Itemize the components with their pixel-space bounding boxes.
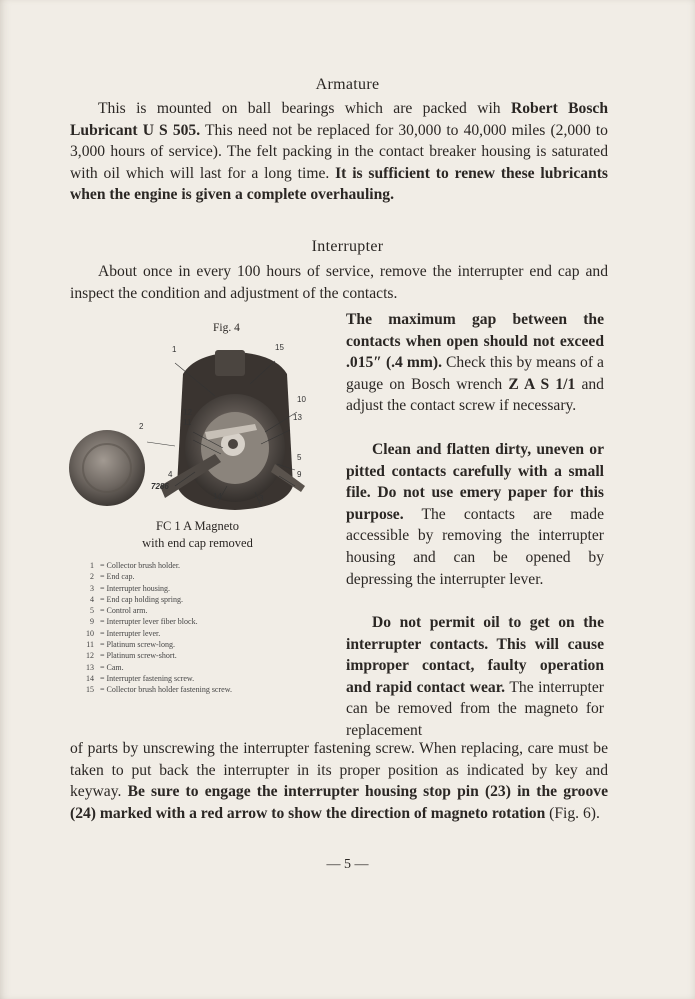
- callout-15: 15: [275, 343, 284, 352]
- callout-14: 14: [213, 492, 222, 501]
- callout-1: 1: [172, 345, 177, 354]
- figure-label: Fig. 4: [213, 322, 240, 334]
- legend-row: 3 = Interrupter housing.: [90, 583, 171, 593]
- figure-4: [65, 322, 345, 722]
- magneto-body-photo: [160, 350, 305, 510]
- callout-2: 2: [139, 422, 144, 431]
- legend-row: 5 = Control arm.: [90, 606, 148, 616]
- magneto-photo: [65, 336, 335, 536]
- figure-caption-title: FC 1 A Magneto: [156, 519, 239, 533]
- callout-13: 13: [293, 413, 302, 422]
- legend-row: 9 = Interrupter lever fiber block.: [90, 617, 198, 627]
- legend-row: 11 = Platinum screw-long.: [86, 640, 175, 650]
- legend-row: 10 = Interrupter lever.: [86, 628, 161, 638]
- legend-row: 13 = Cam.: [86, 662, 124, 672]
- interrupter-intro: About once in every 100 hours of service, remove the interrupter end cap and inspect the condition and adjustment of the contacts.: [70, 263, 608, 302]
- page-number: — 5 —: [326, 857, 369, 872]
- callout-12: 12: [183, 408, 192, 417]
- photo-plate-number: 7286: [151, 482, 169, 491]
- armature-paragraph: This is mounted on ball bearings which are packed wih Robert Bosch Lubricant U S 505. This need not be replaced for 30,000 to 40,000 miles (2,000 to 3,000 hours of service). The felt packing in the contact breaker housing is saturated with oil which will last for a long time. It is sufficient to renew these lubricants when the engine is given a complete overhauling.: [70, 100, 609, 204]
- figure-legend: [79, 560, 339, 696]
- callout-4: 4: [168, 470, 173, 479]
- end-cap-photo: [69, 430, 145, 506]
- legend-row: 4 = End cap holding spring.: [90, 594, 183, 604]
- interrupter-clean-paragraph: Clean and flatten dirty, uneven or pitted contacts carefully with a small file. Do not use emery paper for this purpose. The contacts are made accessible by removing the interrupter housing and can be opened by depressing the interrupter lever.: [346, 441, 604, 588]
- callout-9: 9: [297, 470, 302, 479]
- legend-row: 12 = Platinum screw-short.: [86, 651, 177, 661]
- legend-row: 15 = Collector brush holder fastening screw.: [86, 685, 232, 695]
- callout-5: 5: [297, 453, 302, 462]
- interrupter-heading: Interrupter: [311, 238, 384, 255]
- legend-row: 2 = End cap.: [90, 572, 135, 582]
- interrupter-removal-paragraph: of parts by unscrewing the interrupter fastening screw. When replacing, care must be taken to put back the interrupter in its proper position as indicated by key and keyway. Be sure to engage the interrupter housing stop pin (23) in the groove (24) marked with a red arrow to show the direction of magneto rotation (Fig. 6).: [70, 740, 608, 822]
- callout-11: 11: [183, 418, 192, 427]
- callout-3: 3: [259, 494, 264, 503]
- interrupter-oil-paragraph: Do not permit oil to get on the interrupter contacts. This will cause improper contact, faulty operation and rapid contact wear. The interrupter can be removed from the magneto for replacement: [346, 614, 604, 739]
- figure-caption-subtitle: with end cap removed: [142, 536, 253, 550]
- legend-row: 1 = Collector brush holder.: [90, 561, 181, 570]
- legend-row: 14 = Interrupter fastening screw.: [86, 673, 195, 683]
- armature-heading: Armature: [315, 76, 380, 93]
- interrupter-gap-paragraph: The maximum gap between the contacts when open should not exceed .015″ (.4 mm). Check this by means of a gauge on Bosch wrench Z A S 1/1 and adjust the contact screw if necessary.: [346, 311, 604, 415]
- callout-10: 10: [297, 395, 306, 404]
